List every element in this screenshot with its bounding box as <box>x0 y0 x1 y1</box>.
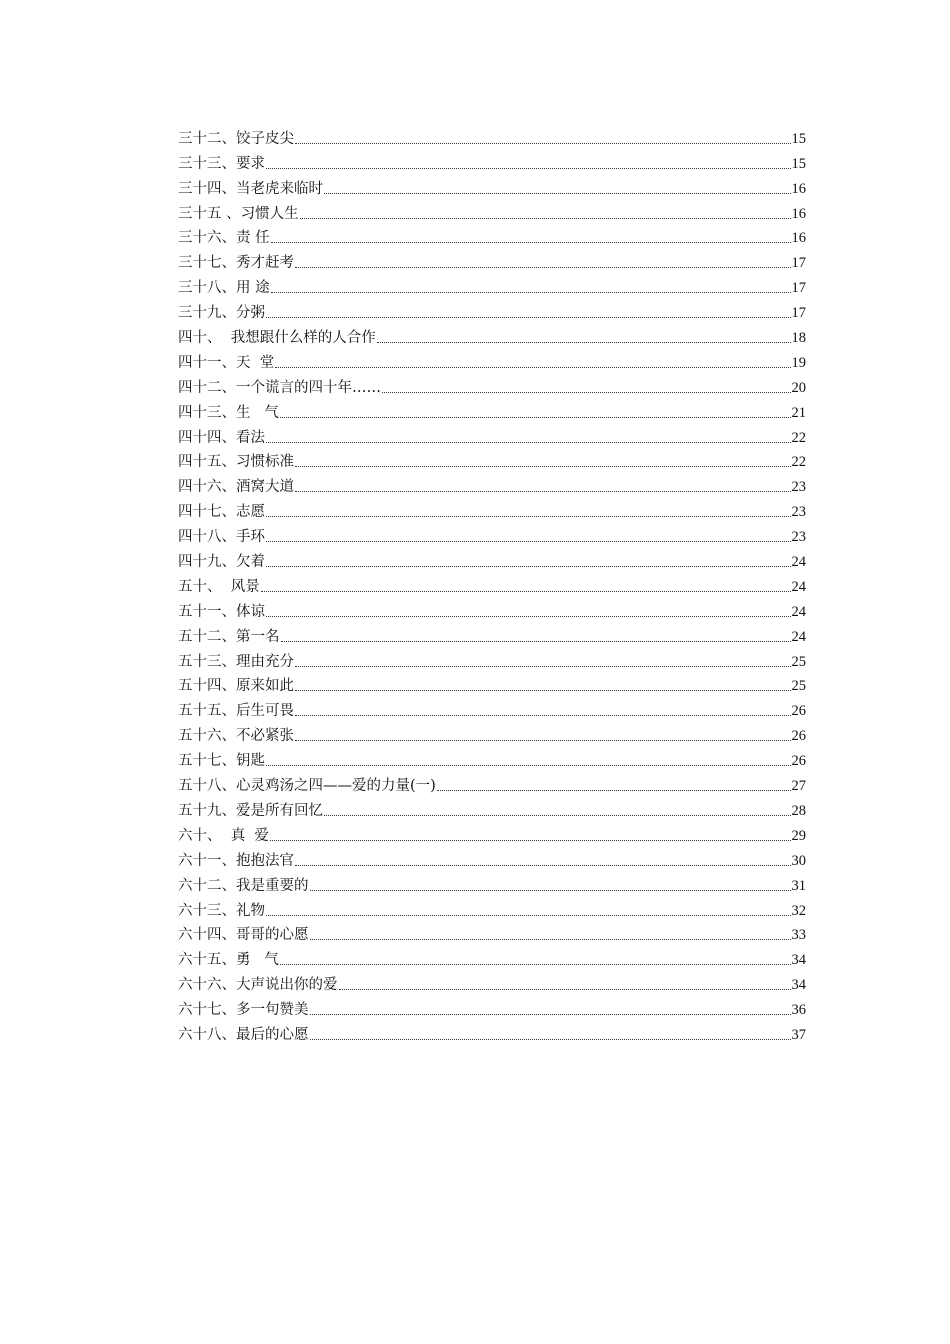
toc-entry-title: 四十六、酒窝大道 <box>178 479 294 496</box>
dot-leader <box>271 242 791 243</box>
toc-entry-title: 三十五 、习惯人生 <box>178 205 299 222</box>
toc-entry[interactable] <box>178 497 806 522</box>
toc-entry-title: 五十五、后生可畏 <box>178 703 294 720</box>
toc-entry-page-number: 24 <box>791 628 806 645</box>
toc-entry-title: 六十二、我是重要的 <box>178 877 309 894</box>
toc-entry-title: 三十九、分粥 <box>178 305 265 322</box>
dot-leader <box>295 666 791 667</box>
dot-leader <box>295 143 791 144</box>
toc-entry-page-number: 24 <box>791 578 806 595</box>
toc-entry[interactable] <box>178 896 806 921</box>
toc-entry[interactable] <box>178 149 806 174</box>
toc-entry-page-number: 27 <box>791 778 806 795</box>
toc-entry-title: 六十五、勇 气 <box>178 952 279 969</box>
toc-entry-title: 五十一、体谅 <box>178 603 265 620</box>
dot-leader <box>295 865 791 866</box>
toc-entry-page-number: 34 <box>791 977 806 994</box>
toc-entry-title: 三十七、秀才赶考 <box>178 255 294 272</box>
dot-leader <box>295 267 791 268</box>
toc-entry[interactable] <box>178 846 806 871</box>
toc-entry[interactable] <box>178 423 806 448</box>
toc-entry-title: 五十、 风景 <box>178 578 260 595</box>
dot-leader <box>324 193 791 194</box>
toc-entry-title: 三十四、当老虎来临时 <box>178 180 323 197</box>
toc-entry-title: 四十二、一个谎言的四十年…… <box>178 379 381 396</box>
toc-entry-page-number: 17 <box>791 255 806 272</box>
toc-entry-page-number: 28 <box>791 802 806 819</box>
toc-entry[interactable] <box>178 323 806 348</box>
toc-entry[interactable] <box>178 995 806 1020</box>
dot-leader <box>266 915 791 916</box>
toc-entry[interactable] <box>178 970 806 995</box>
toc-entry-page-number: 23 <box>791 529 806 546</box>
toc-entry[interactable] <box>178 821 806 846</box>
toc-entry-title: 三十六、责 任 <box>178 230 270 247</box>
toc-entry-page-number: 25 <box>791 678 806 695</box>
toc-entry-page-number: 20 <box>791 379 806 396</box>
toc-entry-page-number: 22 <box>791 429 806 446</box>
toc-entry-page-number: 24 <box>791 603 806 620</box>
dot-leader <box>271 292 791 293</box>
toc-entry-page-number: 23 <box>791 504 806 521</box>
toc-entry[interactable] <box>178 199 806 224</box>
dot-leader <box>339 989 791 990</box>
toc-entry[interactable] <box>178 921 806 946</box>
dot-leader <box>295 690 791 691</box>
toc-entry[interactable] <box>178 771 806 796</box>
dot-leader <box>295 740 791 741</box>
toc-entry[interactable] <box>178 273 806 298</box>
toc-entry-title: 四十五、习惯标准 <box>178 454 294 471</box>
toc-entry-page-number: 22 <box>791 454 806 471</box>
toc-entry-page-number: 34 <box>791 952 806 969</box>
toc-entry[interactable] <box>178 398 806 423</box>
toc-entry[interactable] <box>178 622 806 647</box>
toc-entry-title: 五十二、第一名 <box>178 628 280 645</box>
dot-leader <box>437 790 791 791</box>
toc-entry[interactable] <box>178 348 806 373</box>
dot-leader <box>266 442 791 443</box>
toc-entry-page-number: 30 <box>791 852 806 869</box>
toc-entry-title: 四十一、天 堂 <box>178 354 275 371</box>
dot-leader <box>266 168 791 169</box>
toc-entry-title: 四十八、手环 <box>178 529 265 546</box>
toc-entry[interactable] <box>178 572 806 597</box>
toc-entry-title: 四十、 我想跟什么样的人合作 <box>178 330 376 347</box>
toc-entry-title: 五十六、不必紧张 <box>178 728 294 745</box>
dot-leader <box>295 491 791 492</box>
dot-leader <box>310 890 791 891</box>
toc-entry[interactable] <box>178 721 806 746</box>
toc-entry-page-number: 25 <box>791 653 806 670</box>
toc-entry-title: 五十七、钥匙 <box>178 753 265 770</box>
toc-entry-title: 五十四、原来如此 <box>178 678 294 695</box>
toc-entry-title: 六十、 真 爱 <box>178 827 269 844</box>
toc-entry-page-number: 16 <box>791 180 806 197</box>
toc-entry-page-number: 26 <box>791 703 806 720</box>
toc-entry[interactable] <box>178 224 806 249</box>
dot-leader <box>300 218 791 219</box>
toc-entry[interactable] <box>178 945 806 970</box>
toc-entry-page-number: 16 <box>791 205 806 222</box>
dot-leader <box>382 392 791 393</box>
toc-entry-page-number: 33 <box>791 927 806 944</box>
toc-entry-page-number: 31 <box>791 877 806 894</box>
toc-entry[interactable] <box>178 472 806 497</box>
toc-entry-title: 五十三、理由充分 <box>178 653 294 670</box>
toc-entry-title: 六十六、大声说出你的爱 <box>178 977 338 994</box>
dot-leader <box>310 1039 791 1040</box>
toc-entry-title: 四十九、欠着 <box>178 554 265 571</box>
toc-entry[interactable] <box>178 1020 806 1045</box>
toc-entry[interactable] <box>178 796 806 821</box>
toc-entry-page-number: 37 <box>791 1026 806 1043</box>
dot-leader <box>270 840 791 841</box>
dot-leader <box>261 591 791 592</box>
dot-leader <box>281 641 791 642</box>
dot-leader <box>266 516 791 517</box>
toc-entry-title: 三十二、饺子皮尖 <box>178 130 294 147</box>
toc-entry[interactable] <box>178 871 806 896</box>
toc-entry[interactable] <box>178 174 806 199</box>
toc-entry-title: 五十八、心灵鸡汤之四——爱的力量(一) <box>178 778 436 795</box>
dot-leader <box>280 417 791 418</box>
dot-leader <box>266 317 791 318</box>
dot-leader <box>310 1014 791 1015</box>
dot-leader <box>295 715 791 716</box>
toc-entry-page-number: 23 <box>791 479 806 496</box>
toc-entry-title: 六十三、礼物 <box>178 902 265 919</box>
toc-entry-page-number: 17 <box>791 280 806 297</box>
toc-entry-page-number: 19 <box>791 354 806 371</box>
dot-leader <box>280 964 791 965</box>
dot-leader <box>266 566 791 567</box>
table-of-contents <box>178 124 806 1045</box>
dot-leader <box>377 342 791 343</box>
toc-entry-page-number: 26 <box>791 753 806 770</box>
toc-entry-page-number: 24 <box>791 554 806 571</box>
toc-entry-title: 四十七、志愿 <box>178 504 265 521</box>
dot-leader <box>266 765 791 766</box>
dot-leader <box>310 939 791 940</box>
toc-entry-page-number: 26 <box>791 728 806 745</box>
toc-entry[interactable] <box>178 597 806 622</box>
toc-entry[interactable] <box>178 373 806 398</box>
toc-entry-page-number: 29 <box>791 827 806 844</box>
toc-entry[interactable] <box>178 448 806 473</box>
toc-entry-title: 五十九、爱是所有回忆 <box>178 802 323 819</box>
toc-entry-title: 六十四、哥哥的心愿 <box>178 927 309 944</box>
toc-entry-title: 四十四、看法 <box>178 429 265 446</box>
toc-entry[interactable] <box>178 298 806 323</box>
dot-leader <box>266 616 791 617</box>
toc-entry[interactable] <box>178 124 806 149</box>
toc-entry-page-number: 36 <box>791 1002 806 1019</box>
toc-entry-title: 三十三、要求 <box>178 155 265 172</box>
toc-entry[interactable] <box>178 696 806 721</box>
toc-entry[interactable] <box>178 746 806 771</box>
toc-entry[interactable] <box>178 522 806 547</box>
toc-entry-title: 三十八、用 途 <box>178 280 270 297</box>
toc-entry-page-number: 17 <box>791 305 806 322</box>
dot-leader <box>275 367 790 368</box>
toc-entry-title: 四十三、生 气 <box>178 404 279 421</box>
toc-entry-title: 六十八、最后的心愿 <box>178 1026 309 1043</box>
toc-entry-title: 六十七、多一句赞美 <box>178 1002 309 1019</box>
toc-entry-page-number: 16 <box>791 230 806 247</box>
toc-entry-title: 六十一、抱抱法官 <box>178 852 294 869</box>
toc-entry[interactable] <box>178 547 806 572</box>
toc-entry-page-number: 18 <box>791 330 806 347</box>
dot-leader <box>295 466 791 467</box>
toc-entry-page-number: 15 <box>791 155 806 172</box>
toc-entry[interactable] <box>178 672 806 697</box>
toc-entry[interactable] <box>178 248 806 273</box>
dot-leader <box>266 541 791 542</box>
dot-leader <box>324 815 791 816</box>
toc-entry-page-number: 32 <box>791 902 806 919</box>
toc-entry[interactable] <box>178 647 806 672</box>
toc-entry-page-number: 15 <box>791 130 806 147</box>
toc-entry-page-number: 21 <box>791 404 806 421</box>
